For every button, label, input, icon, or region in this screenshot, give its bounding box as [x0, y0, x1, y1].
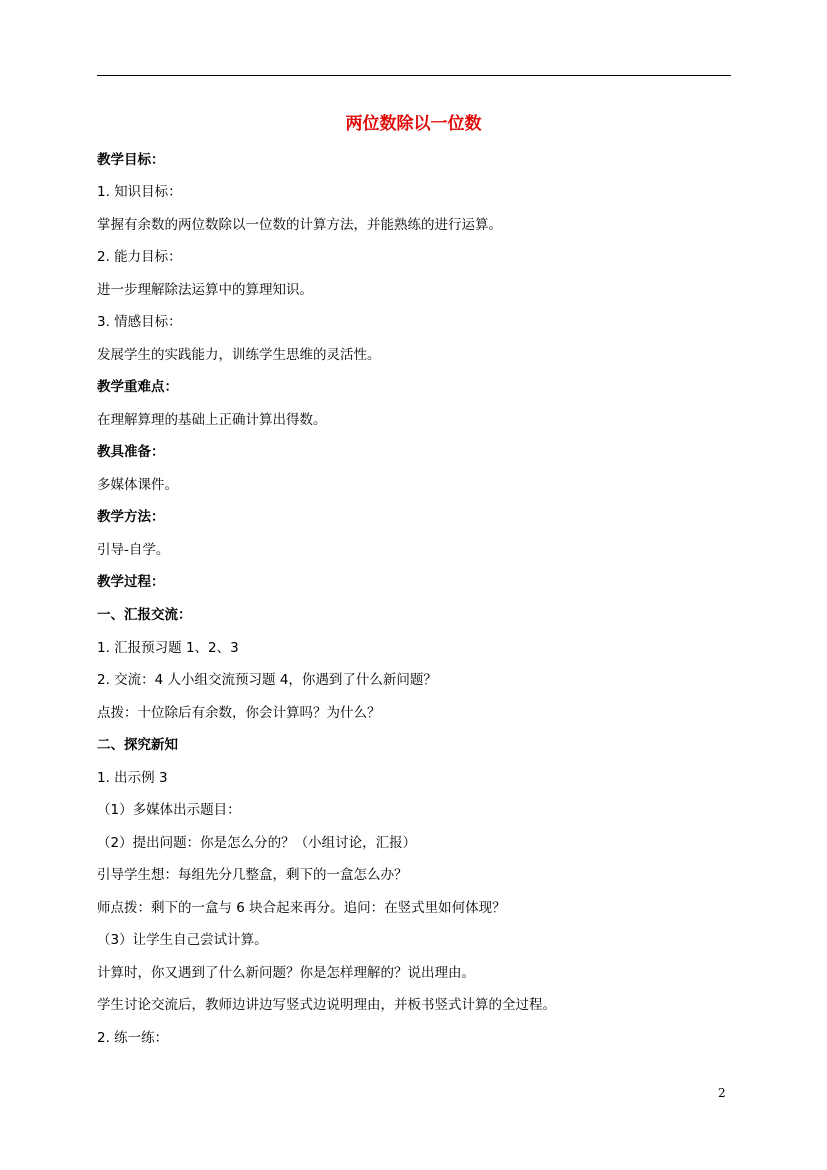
text-line: 发展学生的实践能力，训练学生思维的灵活性。	[97, 347, 381, 363]
text-line: （1）多媒体出示题目：	[97, 802, 241, 818]
text-line: 掌握有余数的两位数除以一位数的计算方法，并能熟练的进行运算。	[97, 217, 502, 233]
text-line: 多媒体课件。	[97, 477, 178, 493]
heading-key-points: 教学重难点：	[97, 379, 178, 395]
text-line: （2）提出问题：你是怎么分的？（小组讨论，汇报）	[97, 835, 417, 851]
text-line: 2. 练一练：	[97, 1030, 169, 1046]
text-line: 在理解算理的基础上正确计算出得数。	[97, 412, 327, 428]
document-title: 两位数除以一位数	[345, 114, 482, 134]
text-line: 进一步理解除法运算中的算理知识。	[97, 282, 313, 298]
text-line: 1. 出示例 3	[97, 770, 168, 786]
text-line: 师点拨：剩下的一盒与 6 块合起来再分。追问：在竖式里如何体现？	[97, 900, 506, 916]
text-line: 1. 知识目标：	[97, 184, 182, 200]
text-line: 1. 汇报预习题 1、2、3	[97, 640, 239, 656]
header-rule	[97, 75, 731, 76]
text-line: 引导-自学。	[97, 542, 170, 558]
heading-section-1: 一、汇报交流：	[97, 607, 192, 623]
text-line: （3）让学生自己尝试计算。	[97, 932, 268, 948]
heading-methods: 教学方法：	[97, 509, 165, 525]
text-line: 2. 交流：4 人小组交流预习题 4，你遇到了什么新问题？	[97, 672, 437, 688]
heading-objectives: 教学目标：	[97, 152, 165, 168]
heading-materials: 教具准备：	[97, 444, 165, 460]
heading-process: 教学过程：	[97, 574, 165, 590]
text-line: 引导学生想：每组先分几整盒，剩下的一盒怎么办？	[97, 867, 408, 883]
text-line: 学生讨论交流后，教师边讲边写竖式边说明理由，并板书竖式计算的全过程。	[97, 997, 556, 1013]
text-line: 3. 情感目标：	[97, 314, 182, 330]
text-line: 计算时，你又遇到了什么新问题？你是怎样理解的？说出理由。	[97, 965, 475, 981]
text-line: 2. 能力目标：	[97, 249, 182, 265]
page-number: 2	[718, 1086, 726, 1100]
heading-section-2: 二、探究新知	[97, 737, 178, 753]
text-line: 点拨：十位除后有余数，你会计算吗？为什么？	[97, 705, 381, 721]
